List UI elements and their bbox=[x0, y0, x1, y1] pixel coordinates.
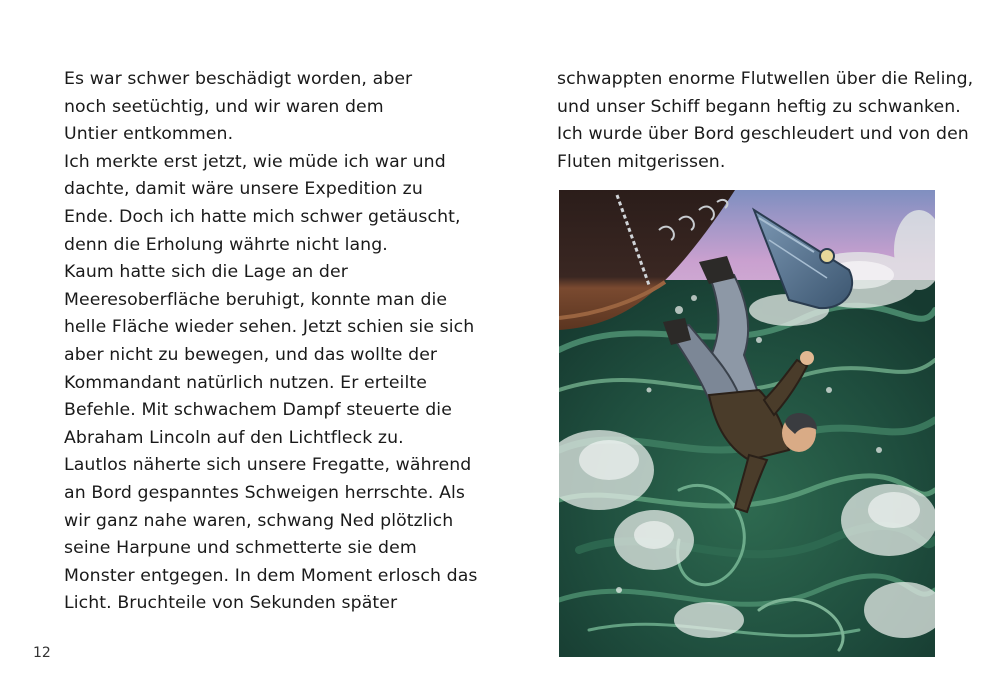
text-line: noch seetüchtig, und wir waren dem bbox=[64, 96, 384, 117]
text-line: Licht. Bruchteile von Sekunden später bbox=[64, 593, 398, 614]
text-line: wir ganz nahe waren, schwang Ned plötzlich bbox=[64, 510, 454, 531]
text-line: schwappten enorme Flutwellen über die Reling, bbox=[557, 69, 974, 89]
right-page-text bbox=[557, 66, 973, 176]
text-line: seine Harpune und schmetterte sie dem bbox=[64, 538, 417, 559]
text-line: Monster entgegen. In dem Moment erlosch das bbox=[64, 565, 478, 586]
text-line: Kommandant natürlich nutzen. Er erteilte bbox=[64, 372, 427, 393]
text-line: Meeresoberfläche beruhigt, konnte man die bbox=[64, 289, 448, 310]
text-line: an Bord gespanntes Schweigen herrschte. Als bbox=[64, 482, 466, 503]
page-number: 12 bbox=[33, 645, 51, 661]
text-line: denn die Erholung währte nicht lang. bbox=[64, 234, 388, 255]
text-line: Abraham Lincoln auf den Lichtfleck zu. bbox=[64, 427, 404, 448]
text-line: Fluten mitgerissen. bbox=[557, 151, 726, 172]
text-line: Kaum hatte sich die Lage an der bbox=[64, 262, 348, 283]
text-line: dachte, damit wäre unsere Expedition zu bbox=[64, 179, 423, 200]
text-line: Befehle. Mit schwachem Dampf steuerte die bbox=[64, 400, 452, 421]
text-line: und unser Schiff begann heftig zu schwanken. bbox=[557, 96, 961, 117]
text-line: Untier entkommen. bbox=[64, 124, 234, 145]
text-line: Lautlos näherte sich unsere Fregatte, während bbox=[64, 455, 472, 476]
text-line: helle Fläche wieder sehen. Jetzt schien sie sich bbox=[64, 317, 475, 338]
text-line: Es war schwer beschädigt worden, aber bbox=[64, 69, 413, 89]
man-overboard-illustration bbox=[559, 190, 935, 657]
text-line: Ich merkte erst jetzt, wie müde ich war und bbox=[64, 151, 446, 172]
text-line: Ich wurde über Bord geschleudert und von den bbox=[557, 124, 969, 145]
text-line: Ende. Doch ich hatte mich schwer getäuscht, bbox=[64, 206, 461, 227]
text-line: aber nicht zu bewegen, und das wollte der bbox=[64, 344, 438, 365]
left-page-text bbox=[64, 66, 478, 618]
